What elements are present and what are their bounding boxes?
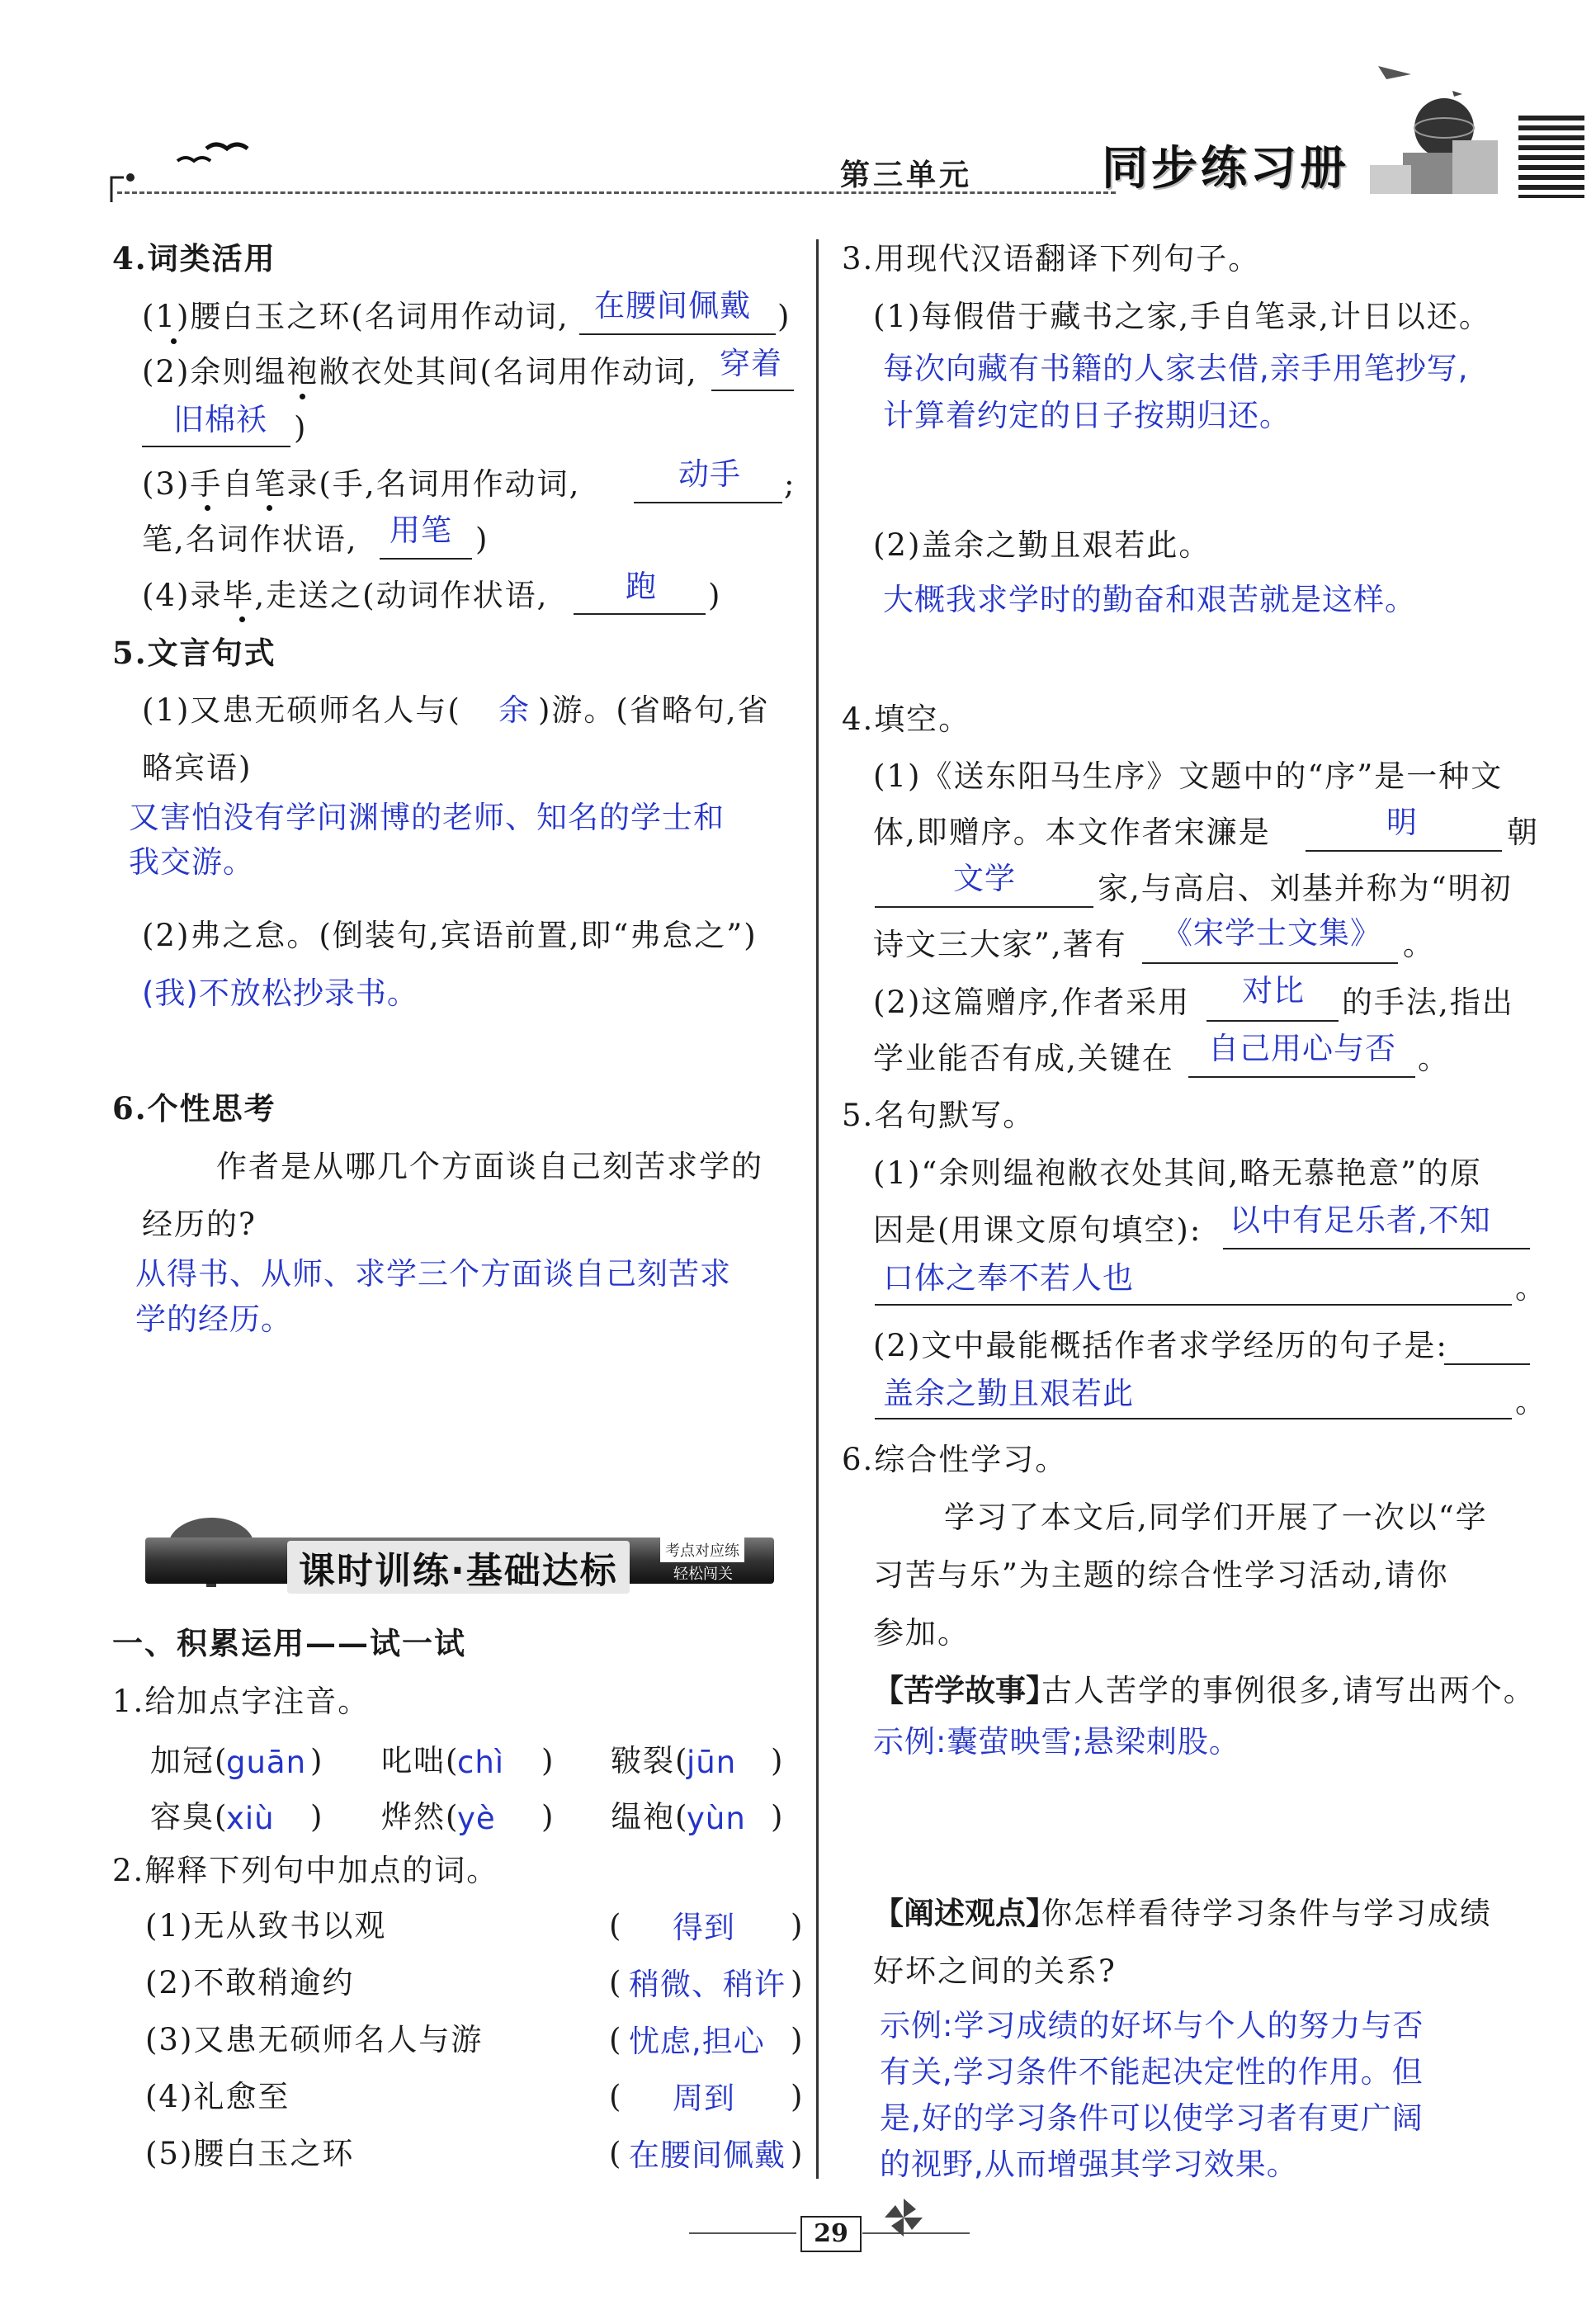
question-text: 好坏之间的关系? xyxy=(873,1953,1117,1989)
column-divider xyxy=(816,239,819,2179)
paren-close: ) xyxy=(310,1743,324,1778)
question-text: 学业能否有成,关键在 xyxy=(873,1041,1174,1076)
explain-question: (1)无从致书以观 xyxy=(145,1908,387,1944)
answer-text: 余 xyxy=(498,692,530,728)
answer-text: 《宋学士文集》 xyxy=(1162,915,1381,951)
explain-answer: 得到 xyxy=(673,1910,735,1945)
question-text: 经历的? xyxy=(142,1207,257,1242)
answer-blank xyxy=(1206,1020,1339,1022)
answer-text: 大概我求学时的勤奋和艰苦就是这样。 xyxy=(883,582,1416,617)
answer-blank xyxy=(579,333,776,335)
question-text: 。 xyxy=(1515,1270,1547,1306)
answer-blank xyxy=(1306,850,1502,852)
paren-close: ) xyxy=(541,1799,555,1835)
question-text: 学习了本文后,同学们开展了一次以“学 xyxy=(944,1500,1488,1535)
paren-close: ) xyxy=(708,578,722,613)
answer-blank xyxy=(142,446,290,447)
emphasis-dot xyxy=(239,616,245,622)
emphasis-dot xyxy=(171,338,177,344)
answer-blank xyxy=(875,1304,1512,1306)
answer-text: 穿着 xyxy=(720,346,782,381)
bracket-label: 【苦学故事】 xyxy=(873,1672,1056,1708)
header-stripes xyxy=(1518,116,1584,198)
answer-text: 文学 xyxy=(953,861,1016,896)
question-title: 2.解释下列句中加点的词。 xyxy=(112,1853,499,1888)
pinyin-word: 烨然( xyxy=(381,1799,460,1835)
pinyin-word: 皲裂( xyxy=(611,1743,689,1778)
paren-open: ( xyxy=(609,2079,623,2114)
question-text: (2)余则缊袍敝衣处其间(名词用作动词, xyxy=(142,354,698,390)
explain-question: (3)又患无硕师名人与游 xyxy=(145,2022,484,2057)
paren-close: ) xyxy=(475,522,489,557)
paren-close: ) xyxy=(541,1743,555,1778)
paren-close: ) xyxy=(771,1743,785,1778)
question-text: 。 xyxy=(1418,1041,1450,1076)
explain-answer: 忧虑,担心 xyxy=(629,2024,765,2059)
question-text: 体,即赠序。本文作者宋濂是 xyxy=(873,815,1271,850)
question-text: 略宾语) xyxy=(142,750,253,786)
banner-subtitle: 轻松闯关 xyxy=(673,1566,733,1583)
section-title: 4.填空。 xyxy=(842,701,971,737)
answer-blank xyxy=(875,1418,1512,1419)
paren-open: ( xyxy=(609,1965,623,2000)
answer-text: 示例:学习成绩的好坏与个人的努力与否 xyxy=(880,2008,1424,2043)
answer-text: 在腰间佩戴 xyxy=(594,288,751,324)
question-text: 诗文三大家”,著有 xyxy=(873,927,1127,962)
part-title: 一、积累运用——试一试 xyxy=(112,1625,466,1661)
answer-blank xyxy=(574,613,706,615)
question-text: (4)录毕,走送之(动词作状语, xyxy=(142,578,549,613)
pinyin-answer: guān xyxy=(226,1745,307,1780)
pinyin-answer: yùn xyxy=(687,1801,746,1836)
paren-close: ) xyxy=(310,1799,324,1835)
answer-blank xyxy=(875,906,1093,908)
answer-text: 我交游。 xyxy=(129,844,254,880)
answer-text: 计算着约定的日子按期归还。 xyxy=(883,398,1291,433)
paren-open: ( xyxy=(609,2136,623,2171)
question-text: (1)又患无硕师名人与( xyxy=(142,692,461,728)
answer-text: 用笔 xyxy=(390,513,452,548)
paren-close: ) xyxy=(791,1965,805,2000)
answer-text: 示例:囊萤映雪;悬梁刺股。 xyxy=(873,1724,1240,1760)
question-text: 家,与高启、刘基并称为“明初 xyxy=(1098,871,1513,906)
explain-answer: 在腰间佩戴 xyxy=(629,2137,786,2173)
answer-text: 盖余之勤且艰若此 xyxy=(883,1376,1134,1411)
explain-question: (5)腰白玉之环 xyxy=(145,2136,355,2171)
pinyin-answer: jūn xyxy=(687,1745,737,1780)
answer-blank xyxy=(1223,1248,1530,1249)
emphasis-dot xyxy=(267,505,272,511)
paren-close: ) xyxy=(771,1799,785,1835)
question-text: 因是(用课文原句填空): xyxy=(873,1212,1202,1248)
answer-text: 又害怕没有学问渊博的老师、知名的学士和 xyxy=(129,800,725,835)
paren-open: ( xyxy=(609,2022,623,2057)
banner-subtitle: 考点对应练 xyxy=(660,1538,744,1562)
section-title: 4.词类活用 xyxy=(112,240,276,276)
question-text: 古人苦学的事例很多,请写出两个。 xyxy=(1041,1673,1536,1708)
question-text: 作者是从哪几个方面谈自己刻苦求学的 xyxy=(216,1149,763,1184)
answer-text: 学的经历。 xyxy=(135,1301,292,1337)
question-text: (2)这篇赠序,作者采用 xyxy=(873,985,1191,1020)
section-title: 6.个性思考 xyxy=(112,1090,276,1127)
explain-question: (4)礼愈至 xyxy=(145,2079,290,2114)
pinyin-word: 缊袍( xyxy=(611,1799,689,1835)
banner-title: 课时训练·基础达标 xyxy=(287,1541,630,1594)
question-text: (1)“余则缊袍敝衣处其间,略无慕艳意”的原 xyxy=(873,1155,1483,1191)
question-text: (1)《送东阳马生序》文题中的“序”是一种文 xyxy=(873,758,1504,794)
paren-close: ) xyxy=(791,1908,805,1944)
answer-text: 的视野,从而增强其学习效果。 xyxy=(880,2147,1298,2182)
question-text: 。 xyxy=(1515,1384,1547,1419)
answer-text: 以中有足乐者,不知 xyxy=(1230,1202,1491,1238)
footer-line xyxy=(689,2232,796,2234)
page-number: 29 xyxy=(800,2216,862,2252)
pinyin-answer: chì xyxy=(457,1745,505,1780)
answer-blank xyxy=(1444,1363,1530,1365)
unit-title: 第三单元 xyxy=(840,158,973,192)
birds-decoration xyxy=(107,124,272,215)
answer-blank xyxy=(1188,1076,1415,1078)
answer-text: 是,好的学习条件可以使学习者有更广阔 xyxy=(880,2100,1424,2136)
paren-open: ( xyxy=(609,1908,623,1944)
answer-text: 自己用心与否 xyxy=(1208,1031,1396,1066)
question-text: (3)手自笔录(手,名词用作动词, xyxy=(142,466,581,502)
book-brand-title: 同步练习册 xyxy=(1102,141,1349,196)
paren-close: ) xyxy=(777,299,791,334)
question-text: (1)腰白玉之环(名词用作动词, xyxy=(142,299,569,334)
answer-blank xyxy=(380,558,472,560)
answer-text: 旧棉袄 xyxy=(173,402,267,437)
emphasis-dot xyxy=(300,394,305,399)
question-text: (2)文中最能概括作者求学经历的句子是: xyxy=(873,1328,1448,1363)
globe-illustration xyxy=(1353,50,1510,198)
question-title: 1.给加点字注音。 xyxy=(112,1684,371,1719)
explain-answer: 周到 xyxy=(673,2081,735,2116)
question-text: (2)弗之怠。(倒装句,宾语前置,即“弗怠之”) xyxy=(142,918,758,953)
question-text: 。 xyxy=(1403,927,1435,962)
paren-close: ) xyxy=(791,2022,805,2057)
pinyin-word: 加冠( xyxy=(150,1743,229,1778)
pinwheel-icon xyxy=(883,2197,924,2238)
explain-question: (2)不敢稍逾约 xyxy=(145,1965,355,2000)
section-title: 5.名句默写。 xyxy=(842,1098,1036,1133)
section-title: 6.综合性学习。 xyxy=(842,1442,1068,1477)
pinyin-word: 叱咄( xyxy=(381,1743,460,1778)
semicolon: ; xyxy=(784,466,796,502)
section-banner xyxy=(145,1529,774,1592)
answer-text: 明 xyxy=(1386,805,1418,840)
paren-close: ) xyxy=(791,2079,805,2114)
answer-text: 有关,学习条件不能起决定性的作用。但 xyxy=(880,2054,1424,2090)
answer-text: 跑 xyxy=(626,569,657,604)
question-text: 参加。 xyxy=(873,1615,970,1651)
question-text: 你怎样看待学习条件与学习成绩 xyxy=(1041,1896,1492,1931)
pinyin-word: 容臭( xyxy=(150,1799,229,1835)
section-title: 3.用现代汉语翻译下列句子。 xyxy=(842,241,1261,276)
answer-blank xyxy=(634,502,782,503)
question-text: (2)盖余之勤且艰若此。 xyxy=(873,527,1211,563)
question-text: (1)每假借于藏书之家,手自笔录,计日以还。 xyxy=(873,299,1491,334)
answer-text: 对比 xyxy=(1242,973,1305,1008)
pinyin-answer: xiù xyxy=(226,1801,275,1836)
question-text: 习苦与乐”为主题的综合性学习活动,请你 xyxy=(873,1557,1449,1593)
section-title: 5.文言句式 xyxy=(112,635,276,671)
emphasis-dot xyxy=(205,505,210,511)
question-text: 的手法,指出 xyxy=(1342,985,1514,1020)
answer-text: (我)不放松抄录书。 xyxy=(142,975,418,1011)
answer-text: 动手 xyxy=(678,456,741,492)
paren-close: ) xyxy=(294,410,308,446)
question-text: 笔,名词作状语, xyxy=(142,522,358,557)
answer-text: 每次向藏有书籍的人家去借,亲手用笔抄写, xyxy=(883,351,1469,386)
answer-blank xyxy=(711,390,794,391)
answer-text: 从得书、从师、求学三个方面谈自己刻苦求 xyxy=(135,1256,731,1292)
question-text: )游。(省略句,省 xyxy=(538,692,770,728)
question-text: 朝 xyxy=(1507,815,1539,850)
answer-text: 口体之奉不若人也 xyxy=(883,1260,1134,1296)
pinyin-answer: yè xyxy=(457,1801,496,1836)
bracket-label: 【阐述观点】 xyxy=(873,1895,1056,1931)
explain-answer: 稍微、稍许 xyxy=(629,1967,786,2002)
paren-close: ) xyxy=(791,2136,805,2171)
answer-blank xyxy=(1142,962,1398,964)
